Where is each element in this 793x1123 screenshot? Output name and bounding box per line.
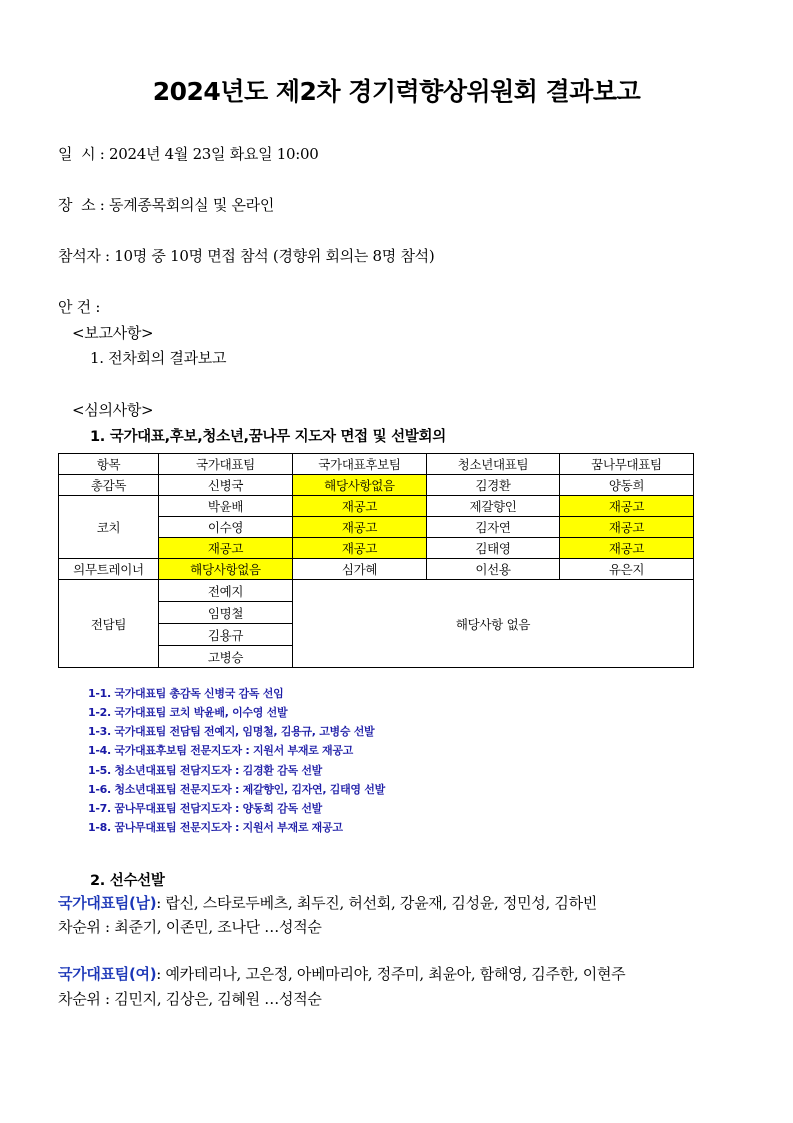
table-cell: 재공고	[293, 496, 427, 517]
table-cell: 임명철	[159, 602, 293, 624]
note-2: 1-2. 국가대표팀 코치 박윤배, 이수영 선발	[88, 706, 288, 719]
row-label: 총감독	[59, 475, 159, 496]
table-cell: 김자연	[427, 517, 560, 538]
agenda-label: 안 건 :	[58, 298, 101, 316]
attendees-row	[58, 245, 434, 266]
table-cell: 이수영	[159, 517, 293, 538]
report-item-1: 1. 전차회의 결과보고	[90, 349, 227, 367]
row-label: 의무트레이너	[59, 559, 159, 580]
table-cell: 양동희	[560, 475, 694, 496]
row-label: 전담팀	[59, 580, 159, 668]
table-row-trainer	[59, 559, 694, 580]
page-title: 2024년도 제2차 경기력향상위원회 결과보고	[152, 77, 641, 106]
women-team-row	[58, 963, 625, 984]
place-label: 장 소	[58, 196, 96, 214]
attendees-value: 10명 중 10명 면접 참석 (경향위 회의는 8명 참석)	[114, 247, 435, 265]
table-cell: 유은지	[560, 559, 694, 580]
note-4: 1-4. 국가대표후보팀 전문지도자 : 지원서 부재로 재공고	[88, 744, 353, 757]
header-item: 항목	[59, 454, 159, 475]
place-colon: :	[99, 196, 105, 214]
header-national: 국가대표팀	[159, 454, 293, 475]
dedicated-other-cell: 해당사항 없음	[293, 580, 694, 668]
women-reserve: 차순위 : 김민지, 김상은, 김혜원 …성적순	[58, 990, 322, 1008]
table-cell: 제갈향인	[427, 496, 560, 517]
men-reserve: 차순위 : 최준기, 이존민, 조나단 …성적순	[58, 918, 322, 936]
women-team-list: : 예카테리나, 고은정, 아베마리야, 정주미, 최윤아, 함해영, 김주한, 이현주	[156, 965, 626, 983]
table-row-head-coach	[59, 475, 694, 496]
coach-selection-table	[58, 453, 694, 668]
header-youth: 청소년대표팀	[427, 454, 560, 475]
table-cell: 재공고	[159, 538, 293, 559]
table-header-row	[59, 454, 694, 475]
table-cell: 재공고	[293, 517, 427, 538]
table-cell: 재공고	[293, 538, 427, 559]
date-value: 2024년 4월 23일 화요일 10:00	[109, 145, 319, 163]
note-3: 1-3. 국가대표팀 전담팀 전예지, 임명철, 김용규, 고병승 선발	[88, 725, 375, 738]
place-row	[58, 194, 274, 215]
note-5: 1-5. 청소년대표팀 전담지도자 : 김경환 감독 선발	[88, 764, 322, 777]
women-team-label: 국가대표팀(여)	[58, 965, 157, 983]
table-cell: 김용규	[159, 624, 293, 646]
date-row	[58, 143, 318, 164]
table-cell: 고병승	[159, 646, 293, 668]
selection-heading: 2. 선수선발	[90, 873, 165, 889]
table-cell: 재공고	[560, 538, 694, 559]
table-cell: 박윤배	[159, 496, 293, 517]
date-colon: :	[99, 145, 105, 163]
report-section-label: <보고사항>	[72, 324, 154, 342]
table-row-coach-1	[59, 496, 694, 517]
deliberation-item-1: 1. 국가대표,후보,청소년,꿈나무 지도자 면접 및 선발회의	[90, 429, 446, 445]
header-dream: 꿈나무대표팀	[560, 454, 694, 475]
note-6: 1-6. 청소년대표팀 전문지도자 : 제갈향인, 김자연, 김태영 선발	[88, 783, 385, 796]
table-cell: 해당사항없음	[159, 559, 293, 580]
men-team-list: : 랍신, 스타로두베츠, 최두진, 허선회, 강윤재, 김성윤, 정민성, 김하빈	[156, 894, 597, 912]
row-label: 코치	[59, 496, 159, 559]
table-cell: 전예지	[159, 580, 293, 602]
note-7: 1-7. 꿈나무대표팀 전담지도자 : 양동희 감독 선발	[88, 802, 322, 815]
table-cell: 김경환	[427, 475, 560, 496]
table-cell: 재공고	[560, 496, 694, 517]
attendees-colon: :	[105, 247, 110, 265]
men-team-label: 국가대표팀(남)	[58, 894, 157, 912]
place-value: 동계종목회의실 및 온라인	[109, 196, 275, 214]
table-cell: 신병국	[159, 475, 293, 496]
table-row-dedicated-1	[59, 580, 694, 602]
note-1: 1-1. 국가대표팀 총감독 신병국 감독 선임	[88, 687, 284, 700]
table-cell: 해당사항없음	[293, 475, 427, 496]
deliberation-section-label: <심의사항>	[72, 401, 154, 419]
table-cell: 재공고	[560, 517, 694, 538]
table-cell: 김태영	[427, 538, 560, 559]
attendees-label: 참석자	[58, 247, 101, 265]
date-label: 일 시	[58, 145, 96, 163]
note-8: 1-8. 꿈나무대표팀 전문지도자 : 지원서 부재로 재공고	[88, 821, 343, 834]
men-team-row	[58, 892, 597, 913]
header-candidate: 국가대표후보팀	[293, 454, 427, 475]
table-cell: 심가혜	[293, 559, 427, 580]
table-cell: 이선용	[427, 559, 560, 580]
